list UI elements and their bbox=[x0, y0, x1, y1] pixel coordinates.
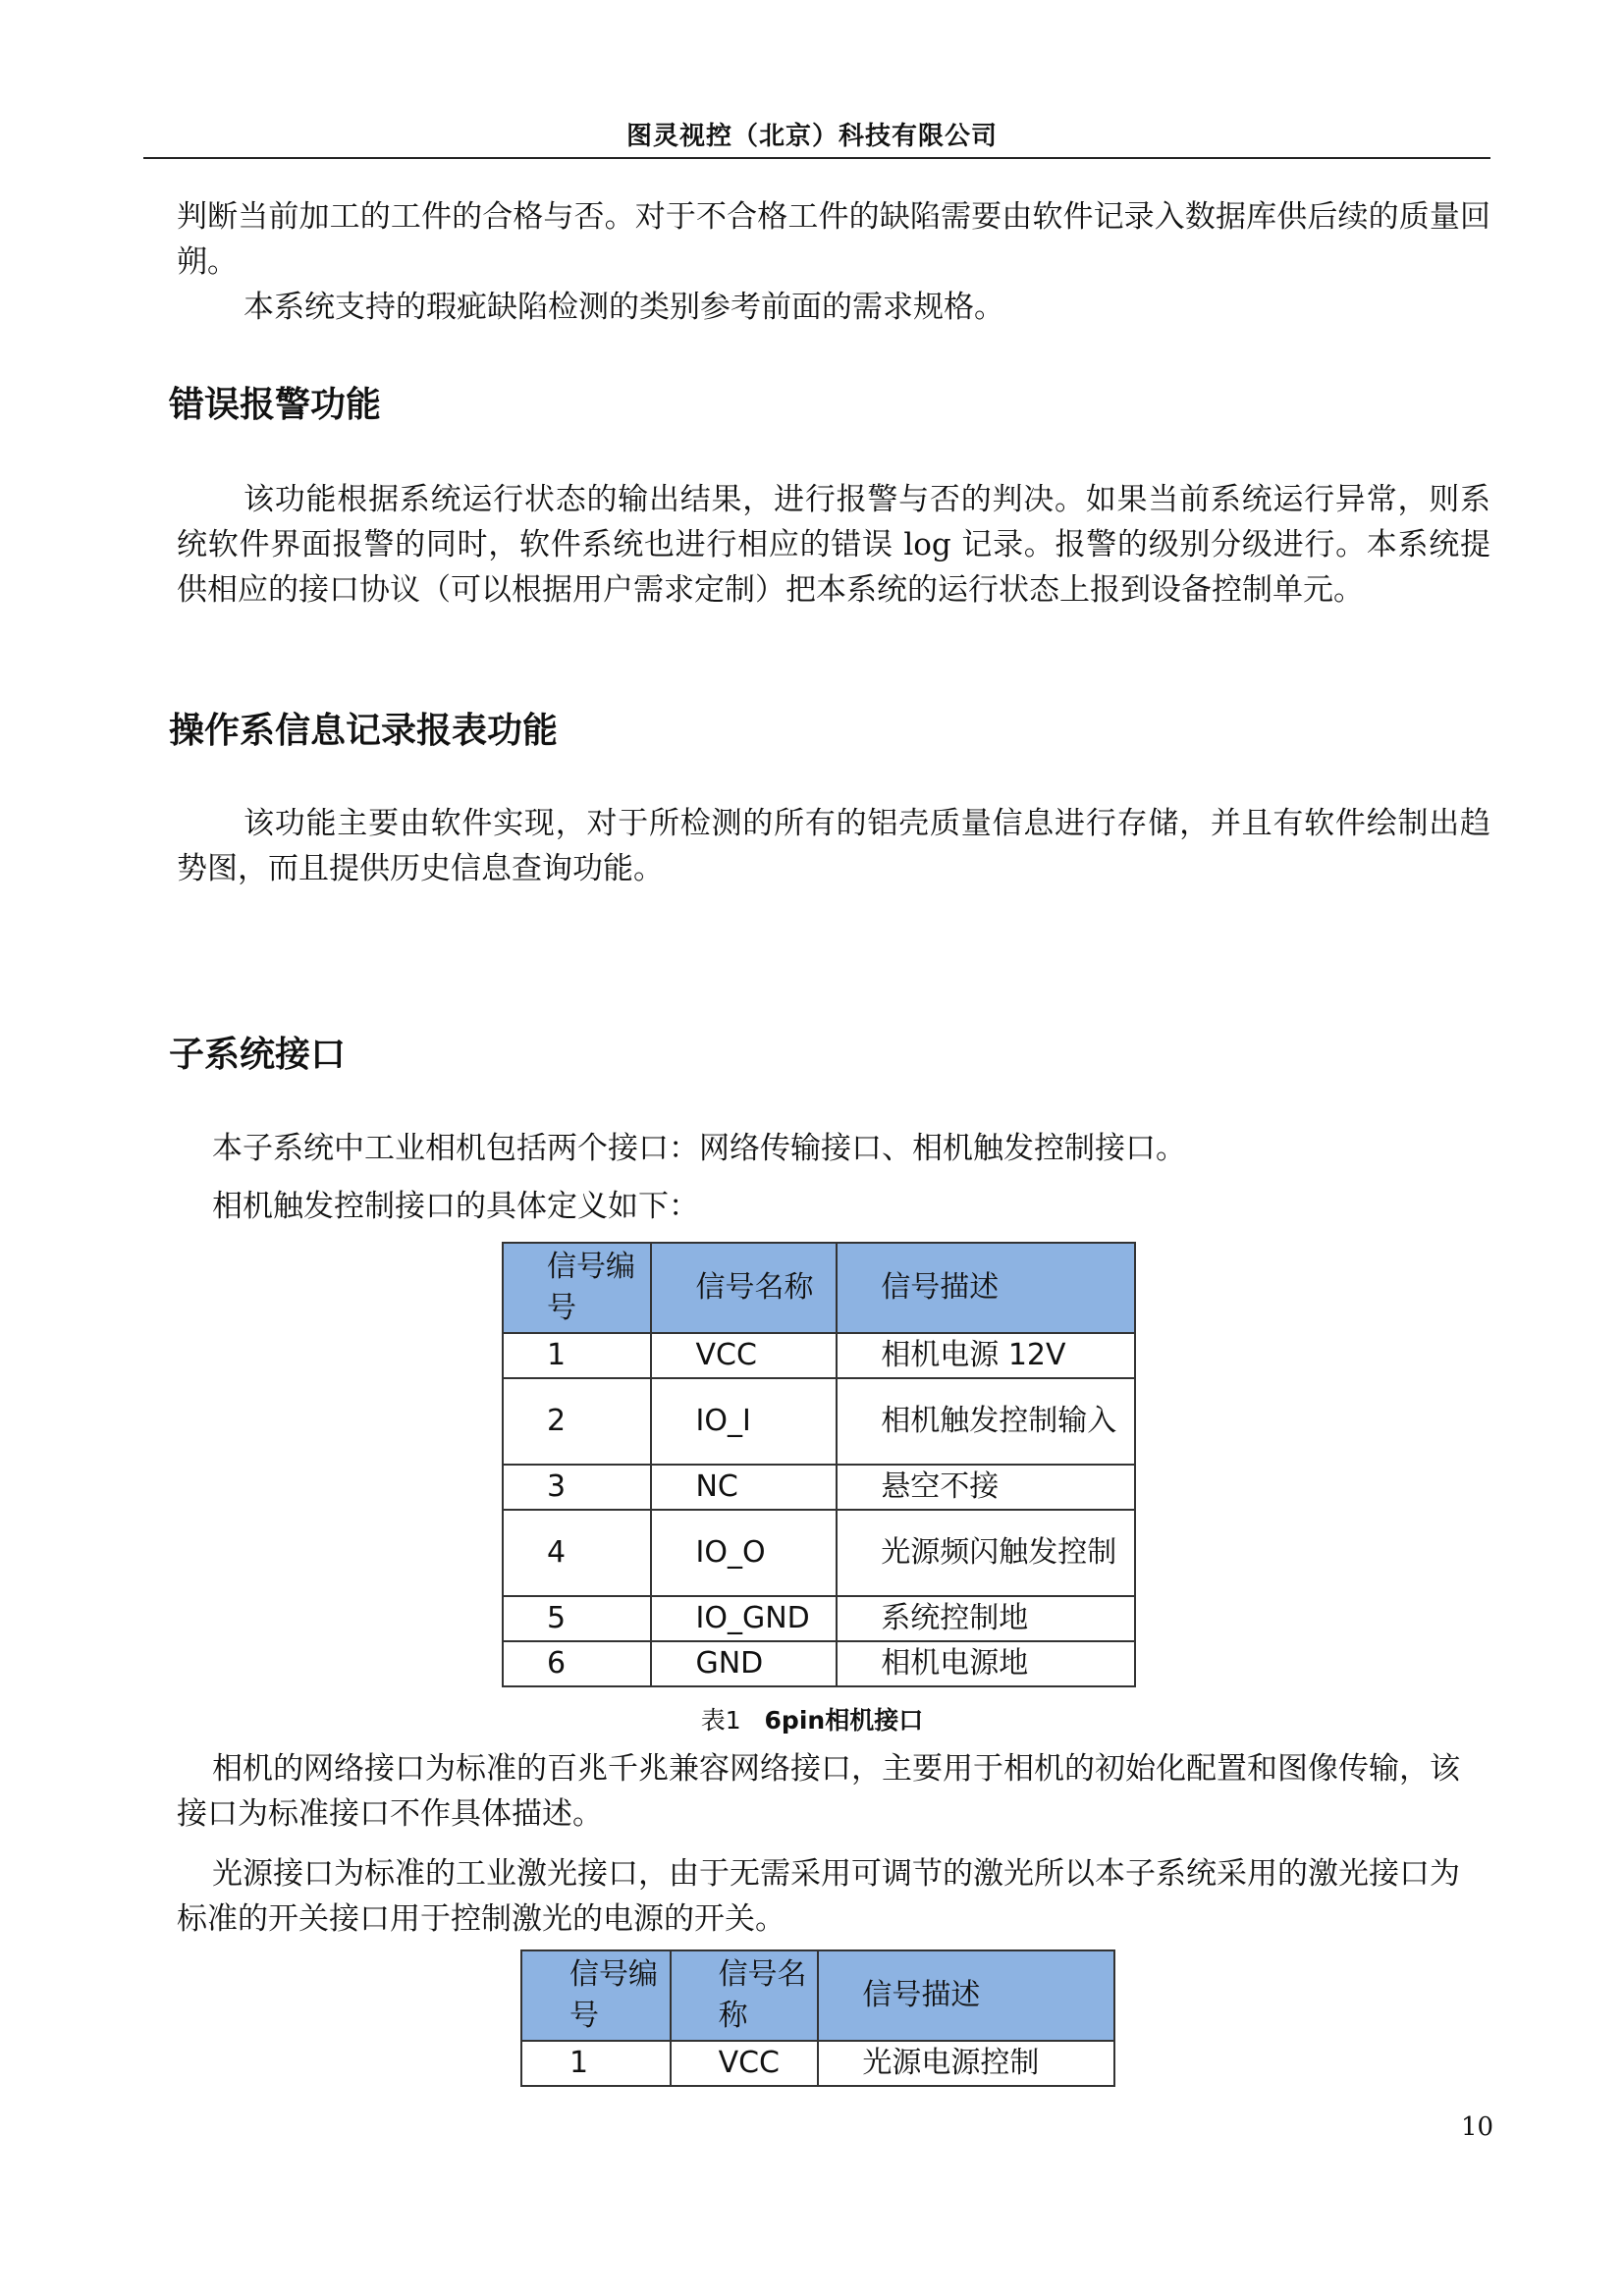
table-row bbox=[503, 1510, 1135, 1596]
table-cell: 相机电源地 bbox=[837, 1641, 1135, 1686]
table-cell: VCC bbox=[651, 1333, 837, 1378]
page-number: 10 bbox=[1461, 2112, 1494, 2142]
column-header: 信号编号 bbox=[521, 1950, 671, 2041]
table-cell: IO_O bbox=[651, 1510, 837, 1596]
column-header: 信号描述 bbox=[837, 1243, 1135, 1333]
table-caption bbox=[0, 1701, 1624, 1736]
table-cell: 悬空不接 bbox=[837, 1465, 1135, 1510]
light-source-interface-table bbox=[520, 1949, 1115, 2087]
subsystem-paragraph-3: 相机的网络接口为标准的百兆千兆兼容网络接口，主要用于相机的初始化配置和图像传输，该接口为标准接口不作具体描述。 bbox=[177, 1751, 1460, 1832]
table-row bbox=[503, 1641, 1135, 1686]
table-cell: 5 bbox=[503, 1596, 651, 1641]
table-cell: 2 bbox=[503, 1378, 651, 1465]
table-row bbox=[503, 1596, 1135, 1641]
table-row bbox=[503, 1465, 1135, 1510]
section-heading-info-report: 操作系信息记录报表功能 bbox=[169, 711, 559, 751]
table-header-row bbox=[521, 1950, 1114, 2041]
table-cell: 光源电源控制 bbox=[818, 2041, 1114, 2086]
table-caption-text: 6pin相机接口 bbox=[764, 1706, 924, 1735]
table-row bbox=[503, 1378, 1135, 1465]
table-cell: GND bbox=[651, 1641, 837, 1686]
table-cell: 6 bbox=[503, 1641, 651, 1686]
section-body-info-report: 该功能主要由软件实现，对于所检测的所有的铝壳质量信息进行存储，并且有软件绘制出趋势图，而且提供历史信息查询功能。 bbox=[177, 806, 1490, 886]
camera-trigger-interface-table bbox=[502, 1242, 1136, 1687]
section-heading-subsystem-interface: 子系统接口 bbox=[169, 1035, 347, 1075]
table-cell: IO_I bbox=[651, 1378, 837, 1465]
table-cell: 3 bbox=[503, 1465, 651, 1510]
table-cell: 系统控制地 bbox=[837, 1596, 1135, 1641]
table-cell: 相机电源 12V bbox=[837, 1333, 1135, 1378]
column-header: 信号描述 bbox=[818, 1950, 1114, 2041]
table-row bbox=[521, 2041, 1114, 2086]
table-cell: 相机触发控制输入 bbox=[837, 1378, 1135, 1465]
table-cell: NC bbox=[651, 1465, 837, 1510]
subsystem-paragraph-2: 相机触发控制接口的具体定义如下： bbox=[212, 1189, 699, 1224]
intro-paragraph: 判断当前加工的工件的合格与否。对于不合格工件的缺陷需要由软件记录入数据库供后续的质量回朔。 bbox=[177, 199, 1490, 280]
column-header: 信号名称 bbox=[671, 1950, 819, 2041]
section-body-error-alarm: 该功能根据系统运行状态的输出结果，进行报警与否的判决。如果当前系统运行异常，则系统软件界面报警的同时，软件系统也进行相应的错误 log 记录。报警的级别分级进行。本系统提供相应的接口协议（可以根据用户需求定制）把本系统的运行状态上报到设备控制单元。 bbox=[177, 482, 1490, 608]
table-cell: VCC bbox=[671, 2041, 819, 2086]
subsystem-paragraph-4: 光源接口为标准的工业激光接口，由于无需采用可调节的激光所以本子系统采用的激光接口为标准的开关接口用于控制激光的电源的开关。 bbox=[177, 1856, 1460, 1937]
table-cell: IO_GND bbox=[651, 1596, 837, 1641]
table-row bbox=[503, 1333, 1135, 1378]
table-header-row bbox=[503, 1243, 1135, 1333]
header-divider bbox=[143, 157, 1490, 159]
table-caption-prefix: 表1 bbox=[700, 1706, 741, 1735]
table-cell: 1 bbox=[521, 2041, 671, 2086]
subsystem-paragraph-1: 本子系统中工业相机包括两个接口：网络传输接口、相机触发控制接口。 bbox=[212, 1131, 1186, 1166]
table-cell: 1 bbox=[503, 1333, 651, 1378]
intro-paragraph-2: 本系统支持的瑕疵缺陷检测的类别参考前面的需求规格。 bbox=[244, 290, 1004, 325]
page-header-title: 图灵视控（北京）科技有限公司 bbox=[625, 122, 998, 151]
column-header: 信号编号 bbox=[503, 1243, 651, 1333]
table-cell: 4 bbox=[503, 1510, 651, 1596]
table-cell: 光源频闪触发控制 bbox=[837, 1510, 1135, 1596]
column-header: 信号名称 bbox=[651, 1243, 837, 1333]
section-heading-error-alarm: 错误报警功能 bbox=[169, 385, 382, 425]
